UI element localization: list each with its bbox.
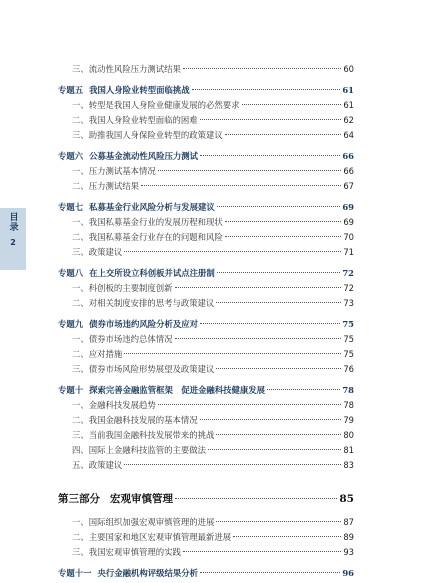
- toc-entry-title: [58, 362, 214, 377]
- dot-leader: [200, 155, 340, 156]
- toc-entry-page: 75: [343, 349, 354, 359]
- toc-entry-number: 专题八: [58, 268, 84, 278]
- toc-entry-text: 私募基金行业风险分析与发展建议: [89, 202, 215, 212]
- section-tab-label: 目录: [7, 212, 18, 232]
- toc-entry[interactable]: [58, 515, 354, 530]
- toc-entry[interactable]: [58, 530, 354, 545]
- toc-entry-page: 83: [343, 460, 354, 470]
- toc-entry[interactable]: [58, 458, 354, 473]
- toc-entry-text: 一、国际组织加强宏观审慎管理的进展: [72, 517, 215, 527]
- dot-leader: [124, 353, 341, 354]
- toc-entry-page: 87: [343, 517, 354, 527]
- toc-entry-page: 72: [342, 268, 354, 278]
- toc-entry-title: [58, 62, 181, 77]
- toc-entry-page: 60: [343, 64, 354, 74]
- toc-entry-title: [58, 545, 181, 560]
- toc-entry-page: 78: [343, 400, 354, 410]
- toc-entry-title: [58, 332, 173, 347]
- dot-leader: [200, 119, 342, 120]
- toc-entry-text: 二、我国私募基金行业存在的问题和风险: [72, 232, 223, 242]
- toc-entry-number: 第三部分: [58, 493, 100, 505]
- toc-entry-number: 专题七: [58, 202, 84, 212]
- toc-entry-text: 四、国际上金融科技监管的主要做法: [72, 445, 206, 455]
- toc-entry-page: 79: [343, 415, 354, 425]
- page-number: 2: [10, 238, 16, 247]
- toc-entry-title: [58, 317, 198, 332]
- toc-topic-heading[interactable]: [58, 266, 354, 281]
- toc-entry-text: 五、政策建议: [72, 460, 123, 470]
- dot-leader: [242, 104, 342, 105]
- toc-entry-text: 二、对相关制度安排的思考与政策建议: [72, 298, 215, 308]
- toc-entry-title: [58, 113, 198, 128]
- dot-leader: [225, 221, 342, 222]
- toc-entry-page: 96: [342, 568, 354, 578]
- toc-entry-page: 69: [342, 202, 354, 212]
- toc-entry-title: [58, 398, 156, 413]
- toc-entry-title: [58, 164, 156, 179]
- toc-entry-text: 三、政策建议: [72, 247, 123, 257]
- toc-entry-title: [58, 149, 198, 164]
- toc-entry-number: 专题六: [58, 151, 84, 161]
- dot-leader: [225, 236, 342, 237]
- toc-entry-text: 一、我国私募基金行业的发展历程和现状: [72, 217, 223, 227]
- toc-entry-number: 专题十: [58, 385, 84, 395]
- toc-entry[interactable]: [58, 230, 354, 245]
- dot-leader: [175, 287, 342, 288]
- toc-entry[interactable]: [58, 245, 354, 260]
- toc-entry-title: [58, 443, 206, 458]
- toc-entry-text: 一、转型是我国人身险业健康发展的必然要求: [72, 100, 240, 110]
- toc-topic-heading[interactable]: [58, 83, 354, 98]
- toc-entry-title: [58, 128, 223, 143]
- toc-topic-heading[interactable]: [58, 317, 354, 332]
- toc-entry-title: [58, 347, 122, 362]
- toc-entry[interactable]: [58, 113, 354, 128]
- dot-leader: [124, 251, 341, 252]
- toc-entry-title: [58, 489, 173, 509]
- toc-entry-text: 二、我国人身险业转型面临的困难: [72, 115, 198, 125]
- toc-entry-number: 专题五: [58, 85, 84, 95]
- toc-entry-text: 一、金融科技发展趋势: [72, 400, 156, 410]
- toc-topic-heading[interactable]: [58, 149, 354, 164]
- dot-leader: [183, 551, 341, 552]
- toc-entry-title: [58, 281, 173, 296]
- toc-entry[interactable]: [58, 128, 354, 143]
- toc-entry-text: 在上交所设立科创板并试点注册制: [89, 268, 215, 278]
- toc-entry[interactable]: [58, 545, 354, 560]
- toc-entry-text: 债券市场违约风险分析及应对: [89, 319, 198, 329]
- dot-leader: [158, 170, 342, 171]
- toc-part-heading[interactable]: [58, 489, 354, 509]
- toc-entry-text: 公募基金流动性风险压力测试: [89, 151, 198, 161]
- toc-entry-page: 67: [343, 181, 354, 191]
- toc-entry-page: 81: [343, 445, 354, 455]
- toc-entry-text: 二、压力测试结果: [72, 181, 139, 191]
- toc-entry-title: [58, 428, 214, 443]
- toc-entry-page: 75: [343, 334, 354, 344]
- toc-entry-page: 80: [343, 430, 354, 440]
- toc-topic-heading[interactable]: [58, 200, 354, 215]
- dot-leader: [192, 89, 341, 90]
- toc-entry-title: [58, 98, 240, 113]
- toc-entry[interactable]: [58, 98, 354, 113]
- toc-topic-heading[interactable]: [58, 383, 354, 398]
- dot-leader: [200, 419, 342, 420]
- dot-leader: [200, 572, 340, 573]
- toc-entry[interactable]: [58, 428, 354, 443]
- toc-entry-text: 一、压力测试基本情况: [72, 166, 156, 176]
- toc-entry-page: 66: [342, 151, 354, 161]
- toc-entry-number: 专题十一: [58, 568, 92, 578]
- toc-entry[interactable]: [58, 332, 354, 347]
- toc-entry[interactable]: [58, 443, 354, 458]
- toc-entry-page: 72: [343, 283, 354, 293]
- toc-entry-text: 央行金融机构评级结果分析: [97, 568, 198, 578]
- toc-entry-title: [58, 566, 198, 581]
- dot-leader: [216, 302, 341, 303]
- toc-entry[interactable]: [58, 398, 354, 413]
- toc-entry-text: 二、我国金融科技发展的基本情况: [72, 415, 198, 425]
- dot-leader: [216, 434, 341, 435]
- toc-topic-heading[interactable]: [58, 566, 354, 581]
- toc-entry-page: 89: [343, 532, 354, 542]
- toc-entry-text: 一、科创板的主要制度创新: [72, 283, 173, 293]
- toc-entry-title: [58, 266, 215, 281]
- toc-entry[interactable]: [58, 62, 354, 77]
- toc-entry-number: 专题九: [58, 319, 84, 329]
- toc-entry-text: 三、债券市场风险形势展望及政策建议: [72, 364, 215, 374]
- toc-entry-title: [58, 296, 214, 311]
- dot-leader: [267, 389, 340, 390]
- dot-leader: [200, 323, 340, 324]
- toc-entry[interactable]: [58, 281, 354, 296]
- toc-entry-page: 62: [343, 115, 354, 125]
- dot-leader: [158, 404, 342, 405]
- dot-leader: [216, 521, 341, 522]
- toc-entry-page: 66: [343, 166, 354, 176]
- dot-leader: [233, 536, 341, 537]
- toc-entry[interactable]: [58, 296, 354, 311]
- toc-entry-text: 三、流动性风险压力测试结果: [72, 64, 181, 74]
- toc-entry-page: 85: [339, 493, 354, 505]
- toc-entry-page: 64: [343, 130, 354, 140]
- toc-entry-title: [58, 230, 223, 245]
- toc-entry-text: 我国人身险业转型面临挑战: [89, 85, 190, 95]
- toc-entry[interactable]: [58, 215, 354, 230]
- table-of-contents: [58, 62, 354, 581]
- toc-entry-text: 三、助推我国人身保险业转型的政策建议: [72, 130, 223, 140]
- dot-leader: [225, 134, 342, 135]
- toc-entry-page: 73: [343, 298, 354, 308]
- toc-entry[interactable]: [58, 362, 354, 377]
- dot-leader: [208, 449, 341, 450]
- toc-entry-page: 78: [342, 385, 354, 395]
- dot-leader: [175, 498, 337, 499]
- toc-entry-text: 三、当前我国金融科技发展带来的挑战: [72, 430, 215, 440]
- toc-entry-text: 三、我国宏观审慎管理的实践: [72, 547, 181, 557]
- toc-entry-page: 61: [342, 85, 354, 95]
- toc-entry-title: [58, 200, 215, 215]
- toc-entry-page: 61: [343, 100, 354, 110]
- dot-leader: [217, 206, 341, 207]
- toc-entry-page: 76: [343, 364, 354, 374]
- toc-entry-page: 71: [343, 247, 354, 257]
- dot-leader: [124, 464, 341, 465]
- section-tab: [0, 208, 26, 270]
- toc-entry[interactable]: [58, 179, 354, 194]
- toc-entry-text: 二、应对措施: [72, 349, 123, 359]
- toc-entry-text: 探索完善金融监管框架 促进金融科技健康发展: [89, 385, 265, 395]
- toc-entry[interactable]: [58, 413, 354, 428]
- dot-leader: [183, 68, 341, 69]
- toc-entry-title: [58, 215, 223, 230]
- toc-entry-title: [58, 515, 214, 530]
- toc-entry-page: 93: [343, 547, 354, 557]
- dot-leader: [216, 368, 341, 369]
- toc-entry[interactable]: [58, 347, 354, 362]
- dot-leader: [175, 338, 342, 339]
- toc-entry-title: [58, 179, 139, 194]
- toc-entry-text: 二、主要国家和地区宏观审慎管理最新进展: [72, 532, 232, 542]
- toc-entry-title: [58, 245, 122, 260]
- toc-entry-page: 70: [343, 232, 354, 242]
- toc-entry[interactable]: [58, 164, 354, 179]
- dot-leader: [217, 272, 341, 273]
- toc-entry-page: 75: [342, 319, 354, 329]
- toc-entry-title: [58, 413, 198, 428]
- toc-entry-page: 69: [343, 217, 354, 227]
- toc-entry-title: [58, 83, 190, 98]
- toc-entry-text: 一、债券市场违约总体情况: [72, 334, 173, 344]
- toc-entry-title: [58, 530, 231, 545]
- toc-entry-text: 宏观审慎管理: [110, 493, 173, 505]
- toc-entry-title: [58, 383, 265, 398]
- dot-leader: [141, 185, 341, 186]
- toc-entry-title: [58, 458, 122, 473]
